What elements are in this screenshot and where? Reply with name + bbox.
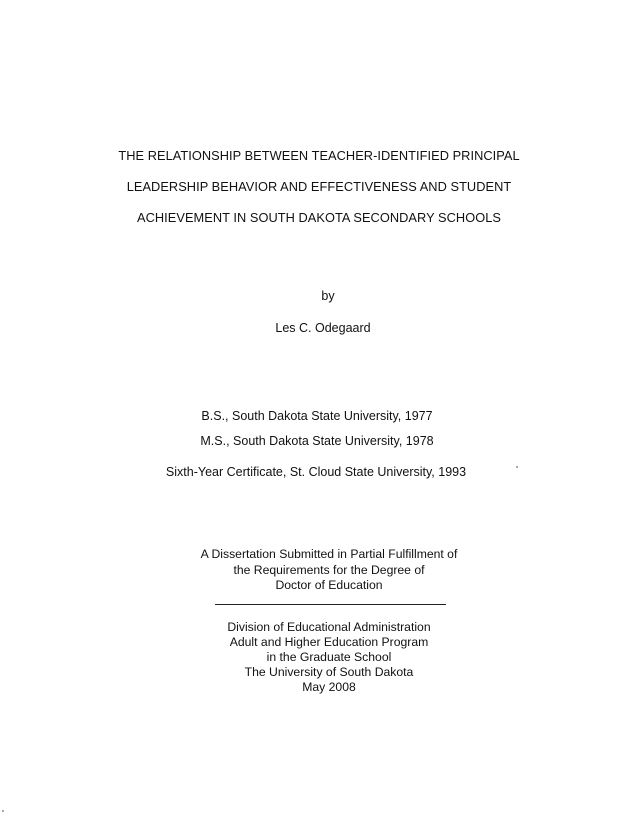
degree-bs: B.S., South Dakota State University, 1977 — [201, 409, 433, 423]
author-name: Les C. Odegaard — [275, 321, 371, 335]
by-label: by — [321, 289, 335, 303]
submission-line-2: the Requirements for the Degree of — [233, 563, 425, 577]
title-line-3: ACHIEVEMENT IN SOUTH DAKOTA SECONDARY SCHOOLS — [137, 210, 501, 225]
scan-speck — [516, 466, 518, 468]
institution-program: Adult and Higher Education Program — [229, 635, 429, 649]
signature-divider — [215, 604, 446, 605]
institution-school: in the Graduate School — [266, 650, 392, 664]
submission-date: May 2008 — [302, 680, 356, 694]
scan-speck — [2, 810, 4, 812]
title-line-1: THE RELATIONSHIP BETWEEN TEACHER-IDENTIFIED PRINCIPAL — [118, 148, 520, 163]
submission-line-3: Doctor of Education — [275, 578, 383, 592]
submission-line-1: A Dissertation Submitted in Partial Fulfillment of — [200, 547, 458, 561]
degree-ms: M.S., South Dakota State University, 1978 — [200, 434, 434, 448]
degree-sixth-year: Sixth-Year Certificate, St. Cloud State University, 1993 — [165, 465, 467, 479]
institution-division: Division of Educational Administration — [227, 620, 431, 634]
title-line-2: LEADERSHIP BEHAVIOR AND EFFECTIVENESS AND STUDENT — [126, 179, 512, 194]
institution-university: The University of South Dakota — [244, 665, 414, 679]
